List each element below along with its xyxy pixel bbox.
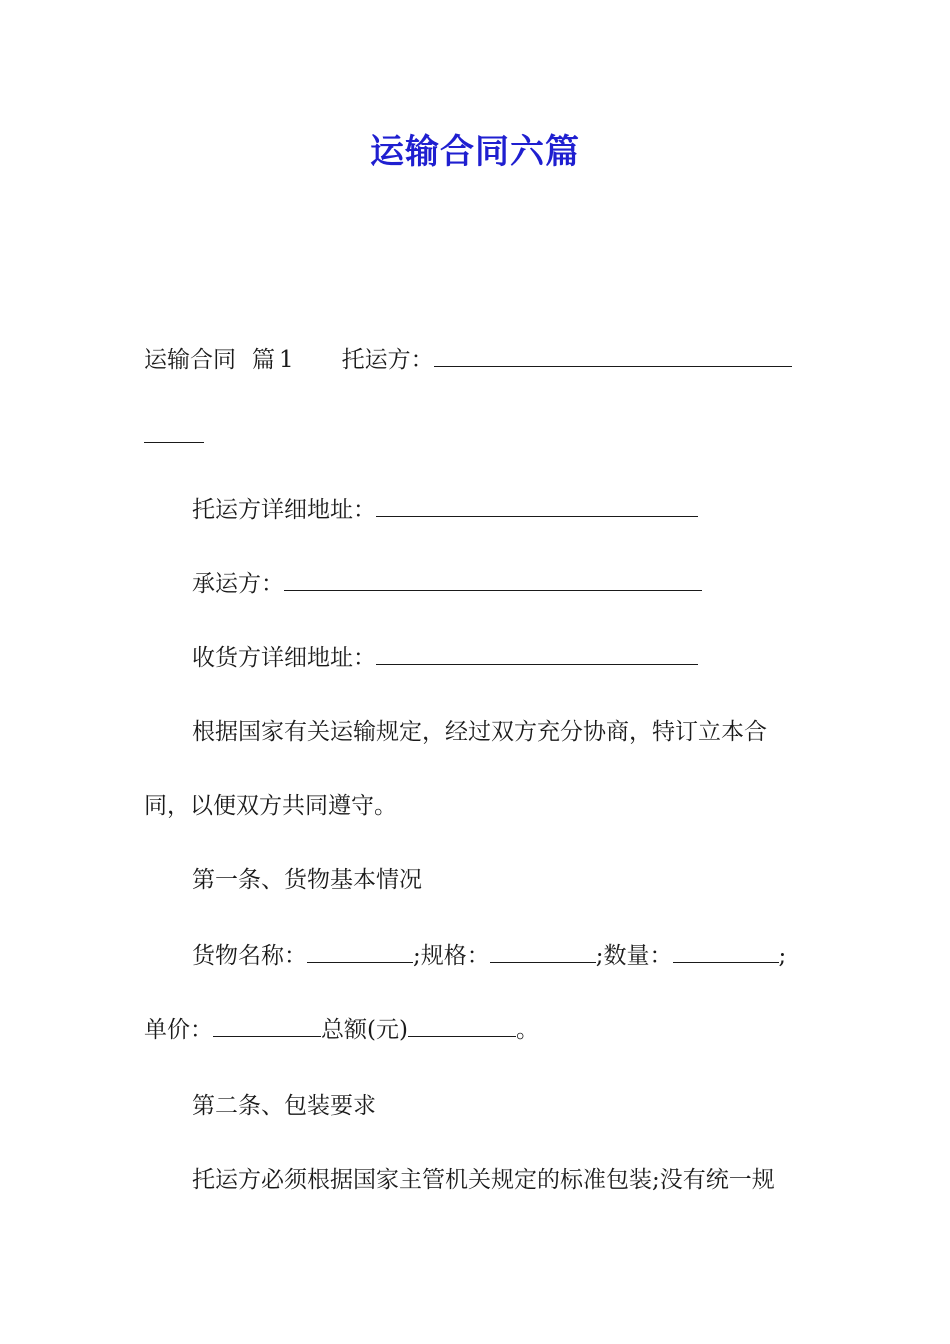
part-number: 1 — [279, 347, 294, 373]
unit-price-blank[interactable] — [213, 1014, 321, 1037]
goods-line-end: ; — [778, 943, 787, 969]
goods-line — [192, 940, 786, 972]
goods-name-blank[interactable] — [307, 940, 413, 963]
unit-price-label: 单价： — [144, 1017, 213, 1043]
consignee-address-blank[interactable] — [376, 642, 698, 665]
shipper-address-line — [192, 494, 698, 526]
quantity-blank[interactable] — [673, 940, 779, 963]
consignee-address-line — [192, 642, 698, 674]
contract-heading: 运输合同 — [144, 347, 236, 373]
total-blank[interactable] — [408, 1014, 516, 1037]
shipper-blank[interactable] — [434, 344, 792, 367]
goods-name-label: 货物名称： — [192, 943, 307, 969]
article2-title: 第二条、包装要求 — [192, 1093, 376, 1119]
price-line — [144, 1014, 539, 1046]
quantity-label: ;数量： — [595, 943, 673, 969]
price-line-end: 。 — [515, 1017, 539, 1043]
carrier-label: 承运方： — [192, 571, 284, 597]
intro-paragraph-line2: 同，以便双方共同遵守。 — [144, 793, 397, 819]
part-label: 篇 — [252, 347, 275, 373]
shipper-blank-continued[interactable] — [144, 420, 204, 443]
consignee-address-label: 收货方详细地址： — [192, 645, 376, 671]
carrier-line — [192, 568, 702, 600]
document-title: 运输合同六篇 — [370, 132, 580, 172]
article1-title: 第一条、货物基本情况 — [192, 867, 422, 893]
spec-label: ;规格： — [413, 943, 490, 969]
spec-blank[interactable] — [490, 940, 596, 963]
shipper-address-blank[interactable] — [376, 494, 698, 517]
shipper-label: 托运方： — [341, 347, 434, 373]
shipper-address-label: 托运方详细地址： — [192, 497, 376, 523]
packaging-paragraph: 托运方必须根据国家主管机关规定的标准包装;没有统一规 — [192, 1167, 775, 1193]
shipper-blank-continued-line — [144, 420, 204, 452]
intro-paragraph-line1: 根据国家有关运输规定，经过双方充分协商，特订立本合 — [192, 719, 767, 745]
carrier-blank[interactable] — [284, 568, 702, 591]
total-label: 总额(元) — [321, 1017, 408, 1043]
contract-heading-line — [144, 344, 792, 376]
